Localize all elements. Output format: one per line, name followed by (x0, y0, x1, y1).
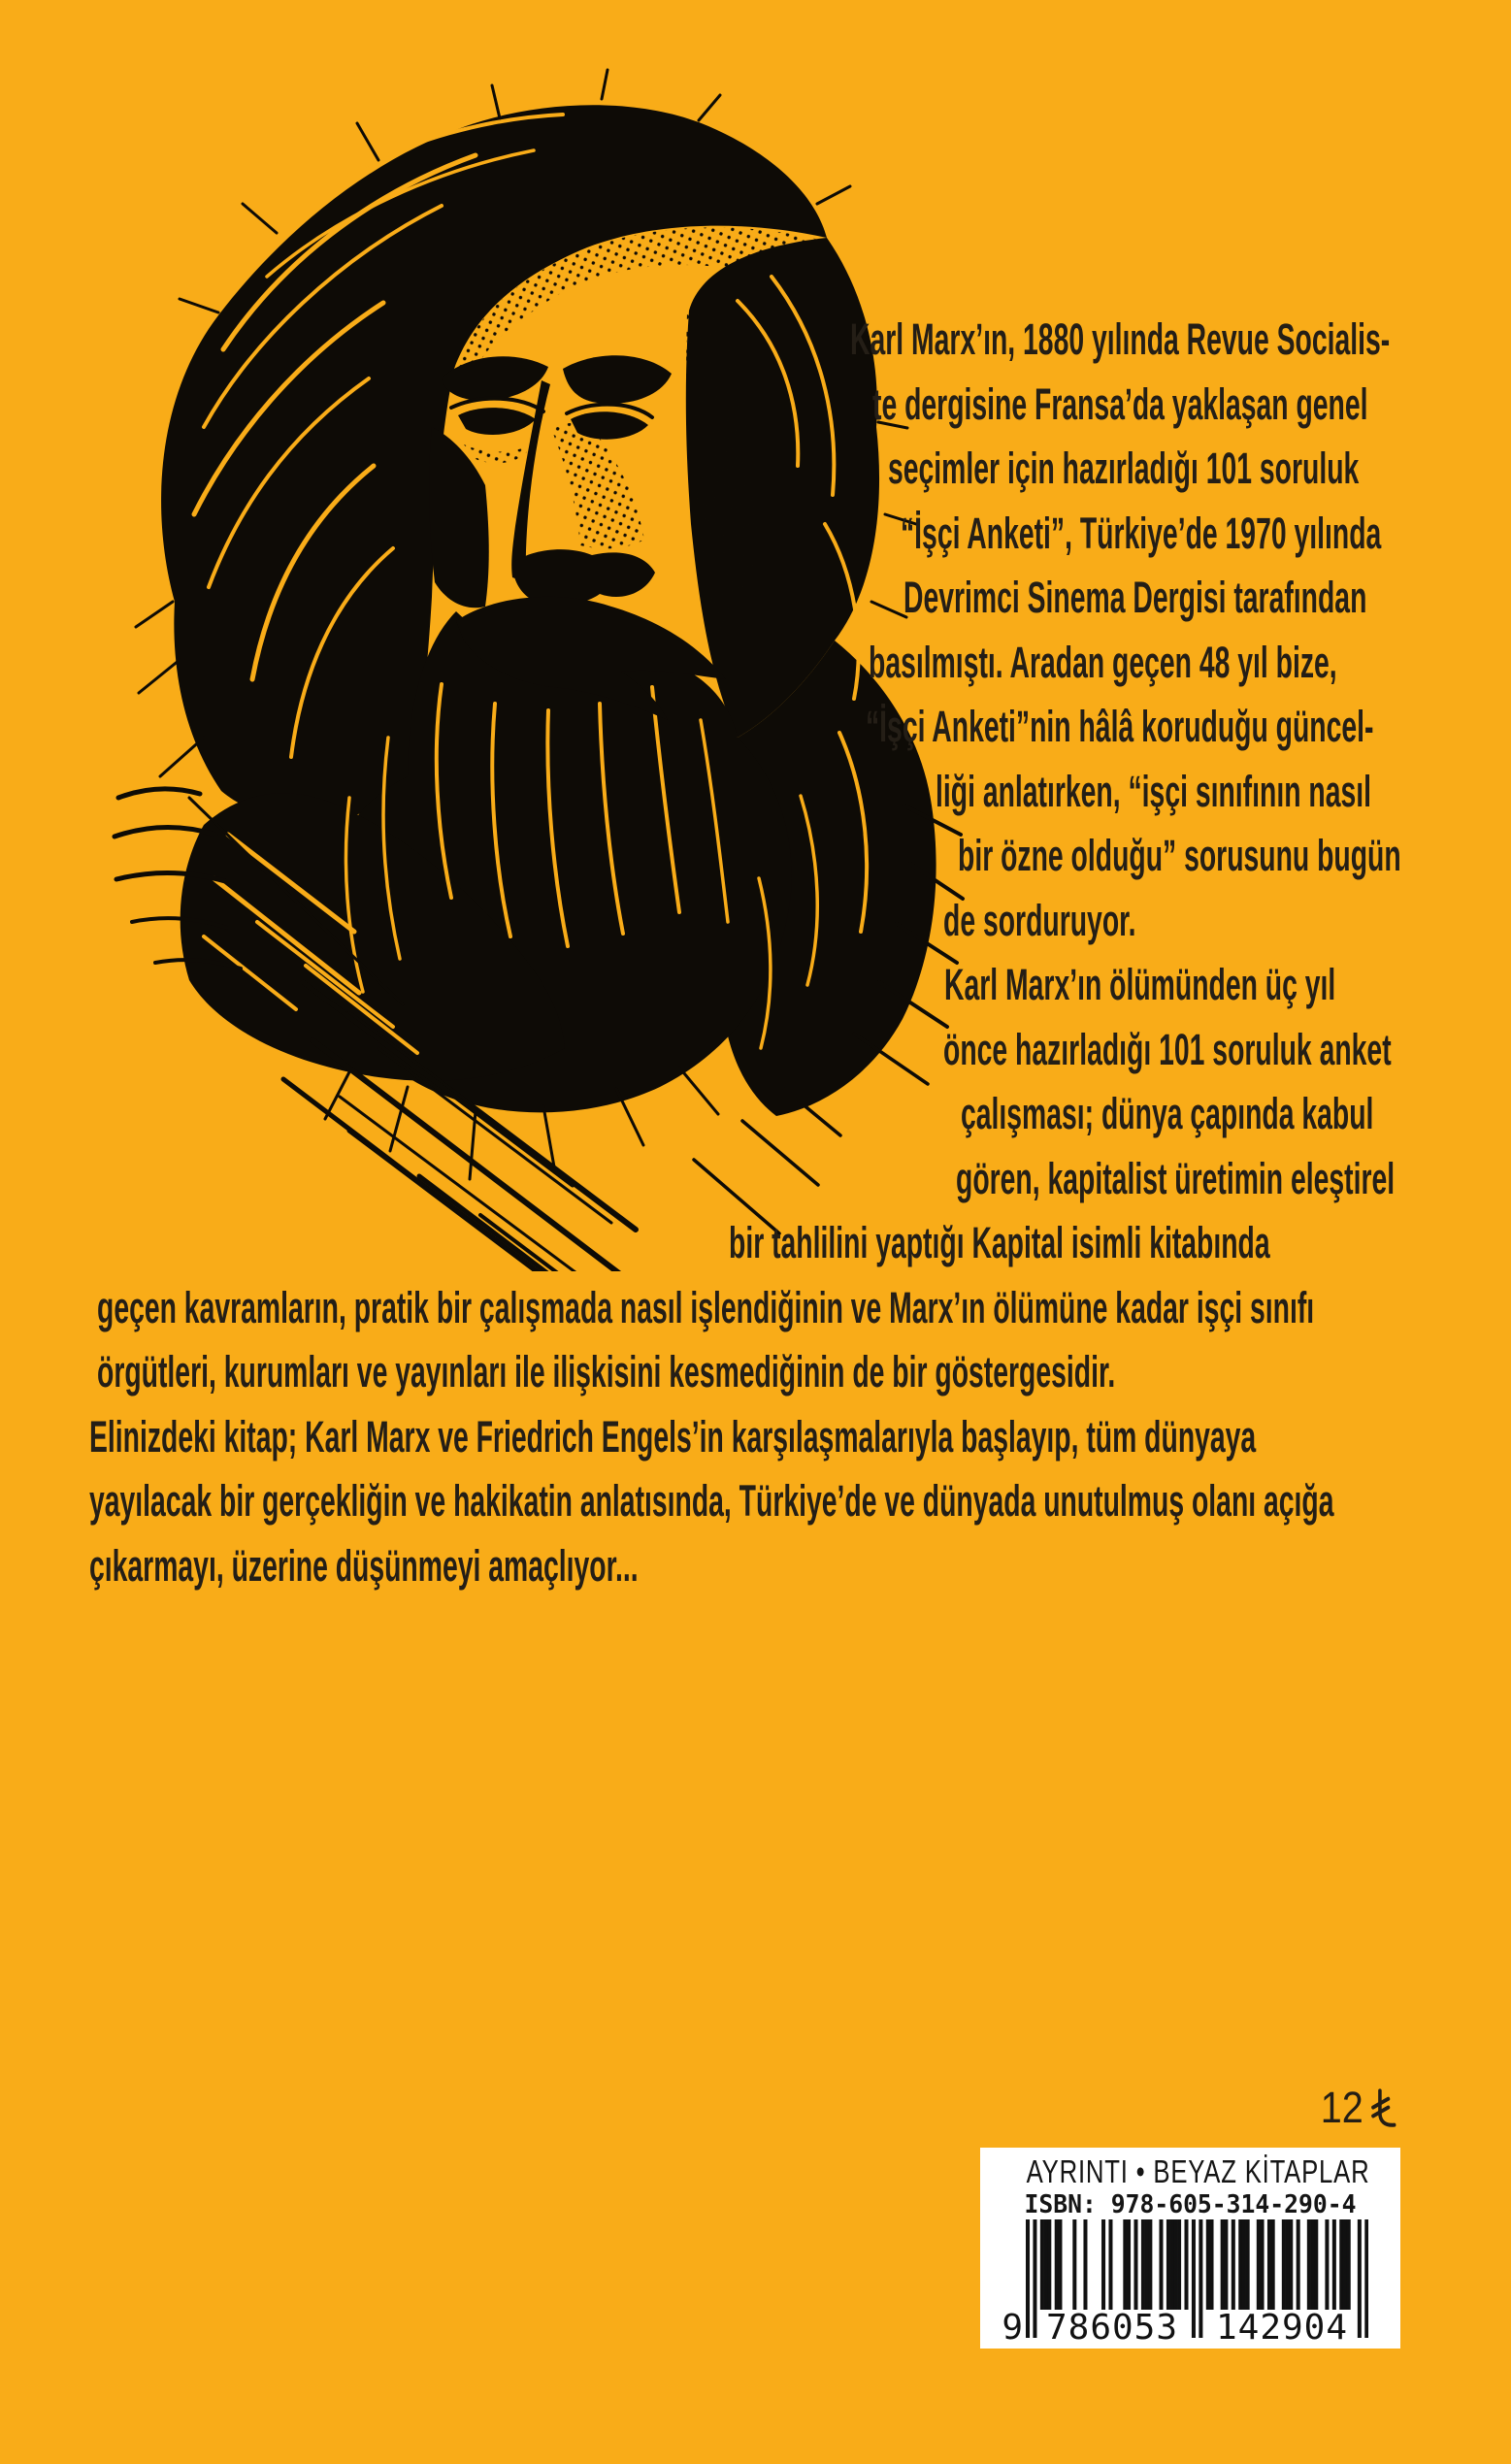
blurb-line: “İşçi Anketi”nin hâlâ koruduğu güncel- (866, 702, 1374, 751)
blurb-line: önce hazırladığı 101 soruluk anket (943, 1025, 1392, 1074)
isbn-barcode-panel (980, 2148, 1400, 2349)
blurb-line: de sorduruyor. (943, 896, 1136, 945)
blurb-line: Elinizdeki kitap; Karl Marx ve Friedrich Engels’in karşılaşmalarıyla başlayıp, tüm dünyaya (89, 1412, 1257, 1462)
blurb-line: geçen kavramların, pratik bir çalışmada nasıl işlendiğinin ve Marx’ın ölümüne kadar işçi sınıfı (97, 1283, 1315, 1332)
blurb-line: seçimler için hazırladığı 101 soruluk (888, 444, 1360, 493)
turkish-lira-icon (1371, 2087, 1396, 2128)
barcode-digit-left-group: 786053 (1045, 2308, 1179, 2348)
blurb-line: “İşçi Anketi”, Türkiye’de 1970 yılında (901, 509, 1382, 558)
blurb-line: bir tahlilini yaptığı Kapital isimli kitabında (729, 1218, 1270, 1267)
isbn-text (991, 2190, 1390, 2219)
price-amount: 12 (1320, 2083, 1363, 2132)
blurb-line: liği anlatırken, “işçi sınıfının nasıl (936, 767, 1371, 816)
blurb-line: yayılacak bir gerçekliğin ve hakikatin anlatısında, Türkiye’de ve dünyada unutulmuş olanı açığa (89, 1476, 1334, 1526)
blurb-line: Devrimci Sinema Dergisi tarafından (903, 573, 1367, 622)
isbn-label: ISBN: (1024, 2190, 1097, 2219)
blurb-line: çalışması; dünya çapında kabul (961, 1089, 1374, 1138)
blurb-line: örgütleri, kurumları ve yayınları ile ilişkisini kesmediğinin de bir göstergesidir. (97, 1347, 1116, 1396)
blurb-line: Karl Marx’ın, 1880 yılında Revue Socialis- (850, 314, 1391, 364)
barcode-digit-lead: 9 (1002, 2308, 1023, 2348)
barcode-digit-right-group: 142904 (1215, 2308, 1349, 2348)
blurb-line: bir özne olduğu” sorusunu bugün (958, 831, 1401, 880)
isbn-value: 978-605-314-290-4 (1110, 2190, 1357, 2219)
price (1320, 2083, 1396, 2132)
blurb-line: çıkarmayı, üzerine düşünmeyi amaçlıyor... (89, 1541, 639, 1591)
publisher-series-label: AYRINTI • BEYAZ KİTAPLAR (1026, 2153, 1370, 2189)
blurb-line: basılmıştı. Aradan geçen 48 yıl bize, (869, 638, 1337, 687)
blurb-line: te dergisine Fransa’da yaklaşan genel (872, 379, 1368, 429)
blurb-line: Karl Marx’ın ölümünden üç yıl (944, 960, 1336, 1009)
blurb-line: gören, kapitalist üretimin eleştirel (956, 1154, 1396, 1203)
